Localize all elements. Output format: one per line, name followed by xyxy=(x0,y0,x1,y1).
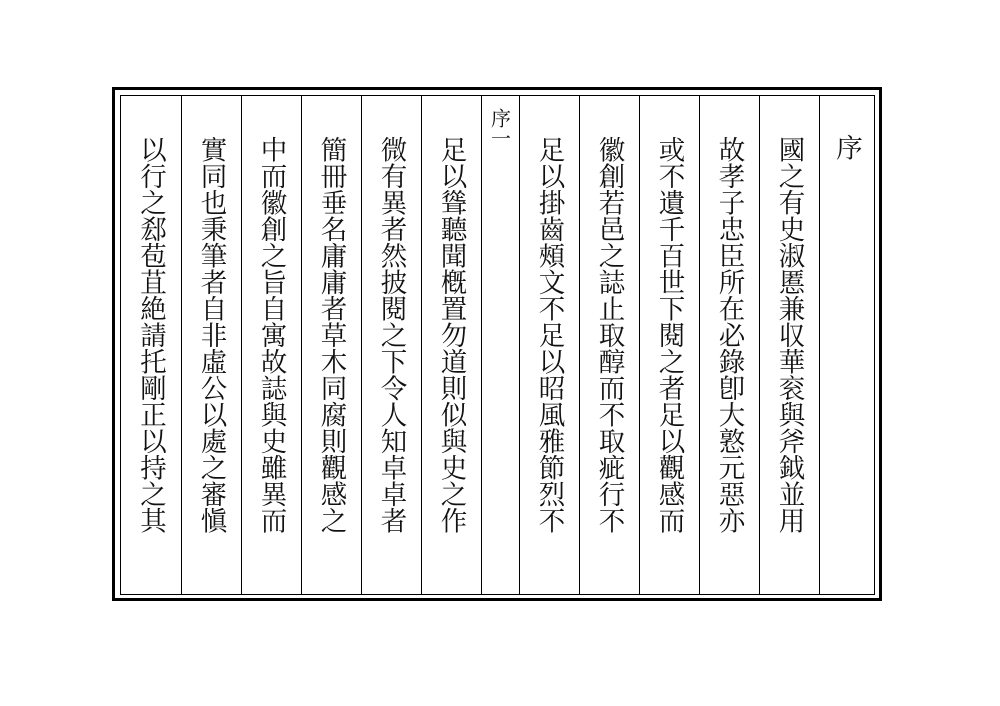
text-column-11 xyxy=(759,96,819,594)
column-text: 以行之郄苞苴絶請托剛正以持之其 xyxy=(135,136,166,534)
text-column-9 xyxy=(639,96,699,594)
column-text: 實同也秉筆者自非虛公以處之審愼 xyxy=(195,136,227,534)
text-column-1 xyxy=(121,96,181,594)
column-text: 微有異者然披閱之下令人知卓卓者 xyxy=(375,136,407,534)
column-text: 國之有史淑慝兼収華衮與斧鉞並用 xyxy=(773,136,805,534)
text-column-4 xyxy=(301,96,361,594)
text-column-5 xyxy=(361,96,421,594)
text-column-10 xyxy=(699,96,759,594)
column-text: 中而徽創之旨自寓故誌與史雖異而 xyxy=(255,136,287,534)
fold-label: 序一 xyxy=(487,108,512,148)
column-text: 故孝子忠臣所在必錄卽大憝元惡亦 xyxy=(713,136,745,534)
center-fold-column xyxy=(481,96,519,594)
column-text: 或不遺千百世下閱之者足以觀感而 xyxy=(653,136,685,534)
text-column-6 xyxy=(421,96,481,594)
text-column-2 xyxy=(181,96,241,594)
heading-column xyxy=(819,96,874,594)
column-text: 簡冊垂名庸庸者草木同腐則觀感之 xyxy=(315,136,347,534)
preface-heading: 序 xyxy=(831,134,862,161)
column-text: 徽創若邑之誌止取醇而不取疵行不 xyxy=(593,136,625,534)
text-column-3 xyxy=(241,96,301,594)
text-column-8 xyxy=(579,96,639,594)
column-text: 足以掛齒頰文不足以昭風雅節烈不 xyxy=(533,136,565,534)
column-text: 足以聳聽聞槪置勿道則似與史之作 xyxy=(435,136,467,534)
text-column-7 xyxy=(519,96,579,594)
